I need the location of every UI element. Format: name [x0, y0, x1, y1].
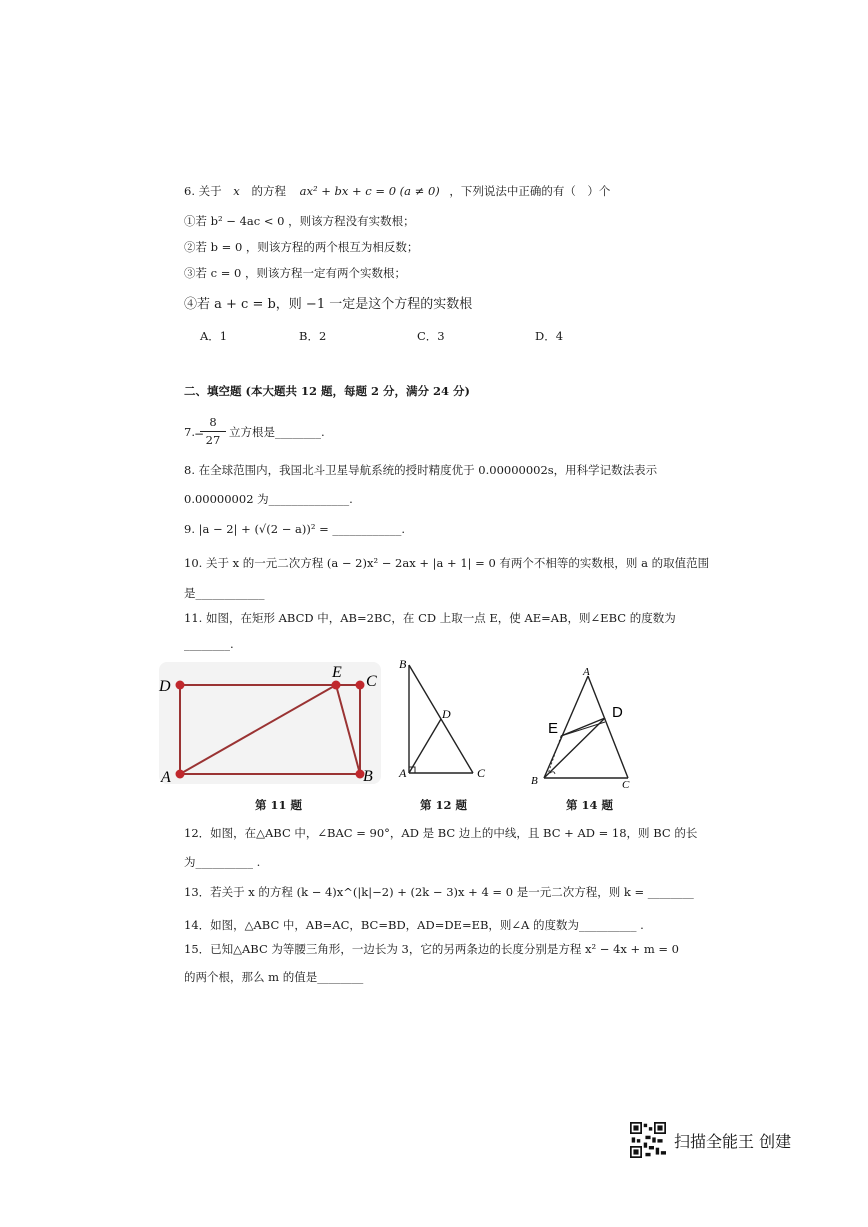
fig12-caption: 第 12 题 [420, 798, 468, 812]
fig12-label-c: C [477, 766, 486, 780]
q11-line1: 11. 如图，在矩形 ABCD 中，AB=2BC，在 CD 上取一点 E，使 AE=AB，则∠EBC 的度数为 [184, 611, 676, 625]
fig14-label-e: E [548, 720, 559, 737]
figure-14 [528, 660, 640, 790]
q14-text: 14．如图，△ABC 中，AB=AC，BC=BD，AD=DE=EB，则∠A 的度数为__________ . [184, 918, 644, 932]
qr-code-icon [630, 1122, 666, 1158]
fig11-caption: 第 11 题 [255, 798, 303, 812]
q12-line1: 12．如图，在△ABC 中，∠BAC = 90°，AD 是 BC 边上的中线，且 BC + AD = 18，则 BC 的长 [184, 826, 698, 840]
fig12-median-ad [409, 719, 441, 773]
q8-line1: 8. 在全球范围内，我国北斗卫星导航系统的授时精度优于 0.00000002s，用科学记数法表示 [184, 463, 658, 477]
fig14-label-c: C [622, 779, 630, 790]
q12-line2: 为__________ . [184, 855, 261, 869]
q10-line2: 是____________ [184, 586, 265, 600]
q15-line1: 15．已知△ABC 为等腰三角形，一边长为 3，它的另两条边的长度分别是方程 x² − 4x + m = 0 [184, 942, 679, 956]
q6-stem-c: ，下列说法中正确的有（ ）个 [449, 184, 611, 198]
q7-fraction [194, 415, 226, 447]
q6-stem [184, 186, 610, 198]
q6-option-b: B．2 [299, 329, 327, 343]
fig11-point-a [176, 770, 185, 779]
fig12-label-a: A [399, 766, 407, 780]
fig11-label-c: C [366, 673, 377, 690]
fig14-label-a: A [583, 666, 590, 678]
fig12-label-b: B [399, 657, 407, 671]
fig12-label-d: D [442, 707, 451, 721]
q6-option-a: A．1 [200, 329, 228, 343]
q6-option-c: C．3 [417, 329, 445, 343]
scanner-watermark [630, 1120, 791, 1160]
q6-stem-a: 6. 关于 [184, 184, 222, 198]
fig11-label-b: B [363, 768, 373, 785]
figure-11 [155, 660, 385, 790]
q11-line2: ________. [184, 637, 234, 651]
fig11-point-d [176, 681, 185, 690]
q7-suffix: 立方根是________. [229, 425, 325, 439]
fig11-label-a: A [161, 769, 171, 786]
q9-text: 9. |a − 2| + (√(2 − a))² = ____________. [184, 522, 406, 536]
q15-line2: 的两个根，那么 m 的值是________ [184, 970, 364, 984]
section-title: 二、填空题 (本大题共 12 题，每题 2 分，满分 24 分) [184, 384, 470, 398]
q7-minus-sign: − [194, 427, 205, 441]
q6-option-d: D．4 [535, 329, 564, 343]
fig11-point-e [332, 681, 341, 690]
q7-denominator: 27 [205, 433, 221, 447]
q7-numerator: 8 [209, 415, 217, 429]
q6-statement-2: ②若 b = 0 ，则该方程的两个根互为相反数； [184, 240, 419, 254]
q6-statement-1: ①若 b² − 4ac < 0 ，则该方程没有实数根； [184, 214, 415, 228]
fig14-caption: 第 14 题 [566, 798, 614, 812]
q6-equation: ax² + bx + c = 0 (a ≠ 0) [299, 184, 440, 198]
fig14-side-ac [588, 676, 628, 778]
fig14-label-d: D [612, 704, 623, 721]
q13-text: 13．若关于 x 的方程 (k − 4)x^(|k|−2) + (2k − 3)x + 4 = 0 是一元二次方程，则 k = ________ [184, 885, 694, 899]
q6-var-x: x [233, 184, 240, 198]
watermark-text: 扫描全能王 创建 [674, 1131, 792, 1151]
fig11-label-d: D [159, 678, 171, 695]
figure-12 [395, 655, 495, 785]
fig14-segment-ed [561, 718, 605, 736]
q7-prefix: 7. [184, 425, 195, 439]
fig11-point-c [356, 681, 365, 690]
q6-statement-4: ④若 a + c = b，则 −1 一定是这个方程的实数根 [184, 297, 473, 312]
q8-line2: 0.00000002 为______________. [184, 492, 353, 506]
fig11-label-e: E [332, 664, 342, 681]
fig14-label-b: B [531, 775, 538, 787]
q10-line1: 10. 关于 x 的一元二次方程 (a − 2)x² − 2ax + |a + 1| = 0 有两个不相等的实数根，则 a 的取值范围 [184, 556, 710, 570]
q6-statement-3: ③若 c = 0 ，则该方程一定有两个实数根； [184, 266, 407, 280]
q6-stem-b: 的方程 [251, 184, 286, 198]
fig14-angle-mark [550, 772, 555, 774]
